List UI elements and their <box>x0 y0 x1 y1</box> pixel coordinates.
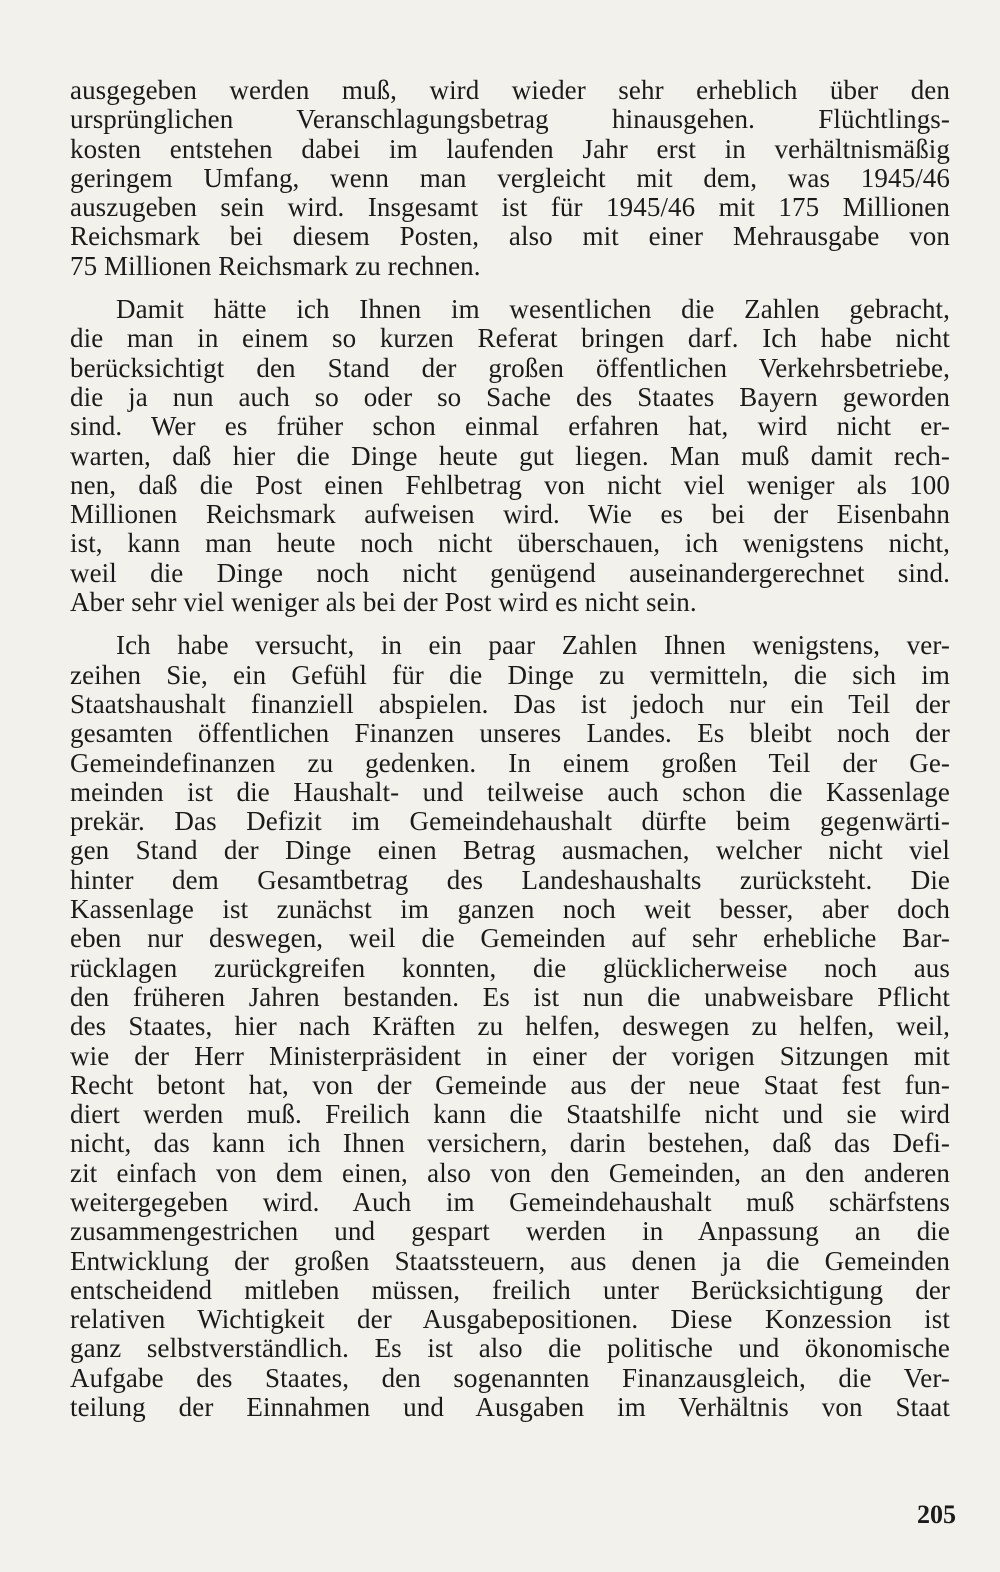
text-line: hinter dem Gesamtbetrag des Landeshaushalts zurücksteht. Die <box>70 864 950 895</box>
paragraph-1 <box>70 76 950 281</box>
text-line: auszugeben sein wird. Insgesamt ist für 1945/46 mit 175 Millionen <box>70 192 950 223</box>
text-line: zeihen Sie, ein Gefühl für die Dinge zu vermitteln, die sich im <box>70 659 950 690</box>
text-line: Aufgabe des Staates, den sogenannten Finanzausgleich, die Ver- <box>70 1362 950 1393</box>
text-line: Millionen Reichsmark aufweisen wird. Wie es bei der Eisenbahn <box>70 499 950 530</box>
text-line: des Staates, hier nach Kräften zu helfen, deswegen zu helfen, weil, <box>70 1011 950 1042</box>
text-line: den früheren Jahren bestanden. Es ist nun die unabweisbare Pflicht <box>70 981 950 1012</box>
text-line: Aber sehr viel weniger als bei der Post wird es nicht sein. <box>70 587 697 618</box>
page-number: 205 <box>917 1500 956 1529</box>
text-line: berücksichtigt den Stand der großen öffentlichen Verkehrsbetriebe, <box>70 352 950 383</box>
text-line: Staatshaushalt finanziell abspielen. Das ist jedoch nur ein Teil der <box>70 688 950 719</box>
text-line: die man in einem so kurzen Referat bringen darf. Ich habe nicht <box>70 323 950 354</box>
text-line: zit einfach von dem einen, also von den Gemeinden, an den anderen <box>70 1157 950 1188</box>
text-line: relativen Wichtigkeit der Ausgabepositionen. Diese Konzession ist <box>70 1304 950 1335</box>
text-line: Gemeindefinanzen zu gedenken. In einem großen Teil der Ge- <box>70 747 950 778</box>
text-line: warten, daß hier die Dinge heute gut liegen. Man muß damit rech- <box>70 440 950 471</box>
text-line: rücklagen zurückgreifen konnten, die glücklicherweise noch aus <box>70 952 950 983</box>
text-line: eben nur deswegen, weil die Gemeinden auf sehr erhebliche Bar- <box>70 923 950 954</box>
text-line: ursprünglichen Veranschlagungsbetrag hinausgehen. Flüchtlings- <box>70 104 950 135</box>
text-line: weil die Dinge noch nicht genügend auseinandergerechnet sind. <box>70 557 950 588</box>
text-line: nicht, das kann ich Ihnen versichern, darin bestehen, daß das Defi- <box>70 1128 950 1159</box>
text-line: Damit hätte ich Ihnen im wesentlichen die Zahlen gebracht, <box>116 294 950 325</box>
text-line: gesamten öffentlichen Finanzen unseres Landes. Es bleibt noch der <box>70 718 950 749</box>
text-line: Kassenlage ist zunächst im ganzen noch weit besser, aber doch <box>70 894 950 925</box>
text-line: meinden ist die Haushalt- und teilweise auch schon die Kassenlage <box>70 776 950 807</box>
text-line: die ja nun auch so oder so Sache des Staates Bayern geworden <box>70 381 950 412</box>
text-line: teilung der Einnahmen und Ausgaben im Verhältnis von Staat <box>70 1392 950 1423</box>
text-line: diert werden muß. Freilich kann die Staatshilfe nicht und sie wird <box>70 1099 950 1130</box>
text-line: sind. Wer es früher schon einmal erfahren hat, wird nicht er- <box>70 411 950 442</box>
text-line: gen Stand der Dinge einen Betrag ausmachen, welcher nicht viel <box>70 835 950 866</box>
text-line: ganz selbstverständlich. Es ist also die politische und ökonomische <box>70 1333 950 1364</box>
text-line: weitergegeben wird. Auch im Gemeindehaushalt muß schärfstens <box>70 1186 950 1217</box>
text-line: kosten entstehen dabei im laufenden Jahr erst in verhältnismäßig <box>70 133 950 164</box>
body-text <box>70 76 950 1422</box>
paragraph-3 <box>70 631 950 1422</box>
text-line: Recht betont hat, von der Gemeinde aus der neue Staat fest fun- <box>70 1069 950 1100</box>
text-line: Entwicklung der großen Staatssteuern, aus denen ja die Gemeinden <box>70 1245 950 1276</box>
text-line: geringem Umfang, wenn man vergleicht mit dem, was 1945/46 <box>70 162 950 193</box>
paragraph-2 <box>70 295 950 617</box>
text-line: 75 Millionen Reichsmark zu rechnen. <box>70 250 481 281</box>
text-line: entscheidend mitleben müssen, freilich unter Berücksichtigung der <box>70 1274 950 1305</box>
text-line: zusammengestrichen und gespart werden in Anpassung an die <box>70 1216 950 1247</box>
text-line: Reichsmark bei diesem Posten, also mit einer Mehrausgabe von <box>70 221 950 252</box>
text-line: wie der Herr Ministerpräsident in einer der vorigen Sitzungen mit <box>70 1040 950 1071</box>
text-line: nen, daß die Post einen Fehlbetrag von nicht viel weniger als 100 <box>70 469 950 500</box>
text-line: Ich habe versucht, in ein paar Zahlen Ihnen wenigstens, ver- <box>116 630 950 661</box>
text-line: prekär. Das Defizit im Gemeindehaushalt dürfte beim gegenwärti- <box>70 806 950 837</box>
text-line: ist, kann man heute noch nicht überschauen, ich wenigstens nicht, <box>70 528 950 559</box>
text-line: ausgegeben werden muß, wird wieder sehr erheblich über den <box>70 75 950 105</box>
